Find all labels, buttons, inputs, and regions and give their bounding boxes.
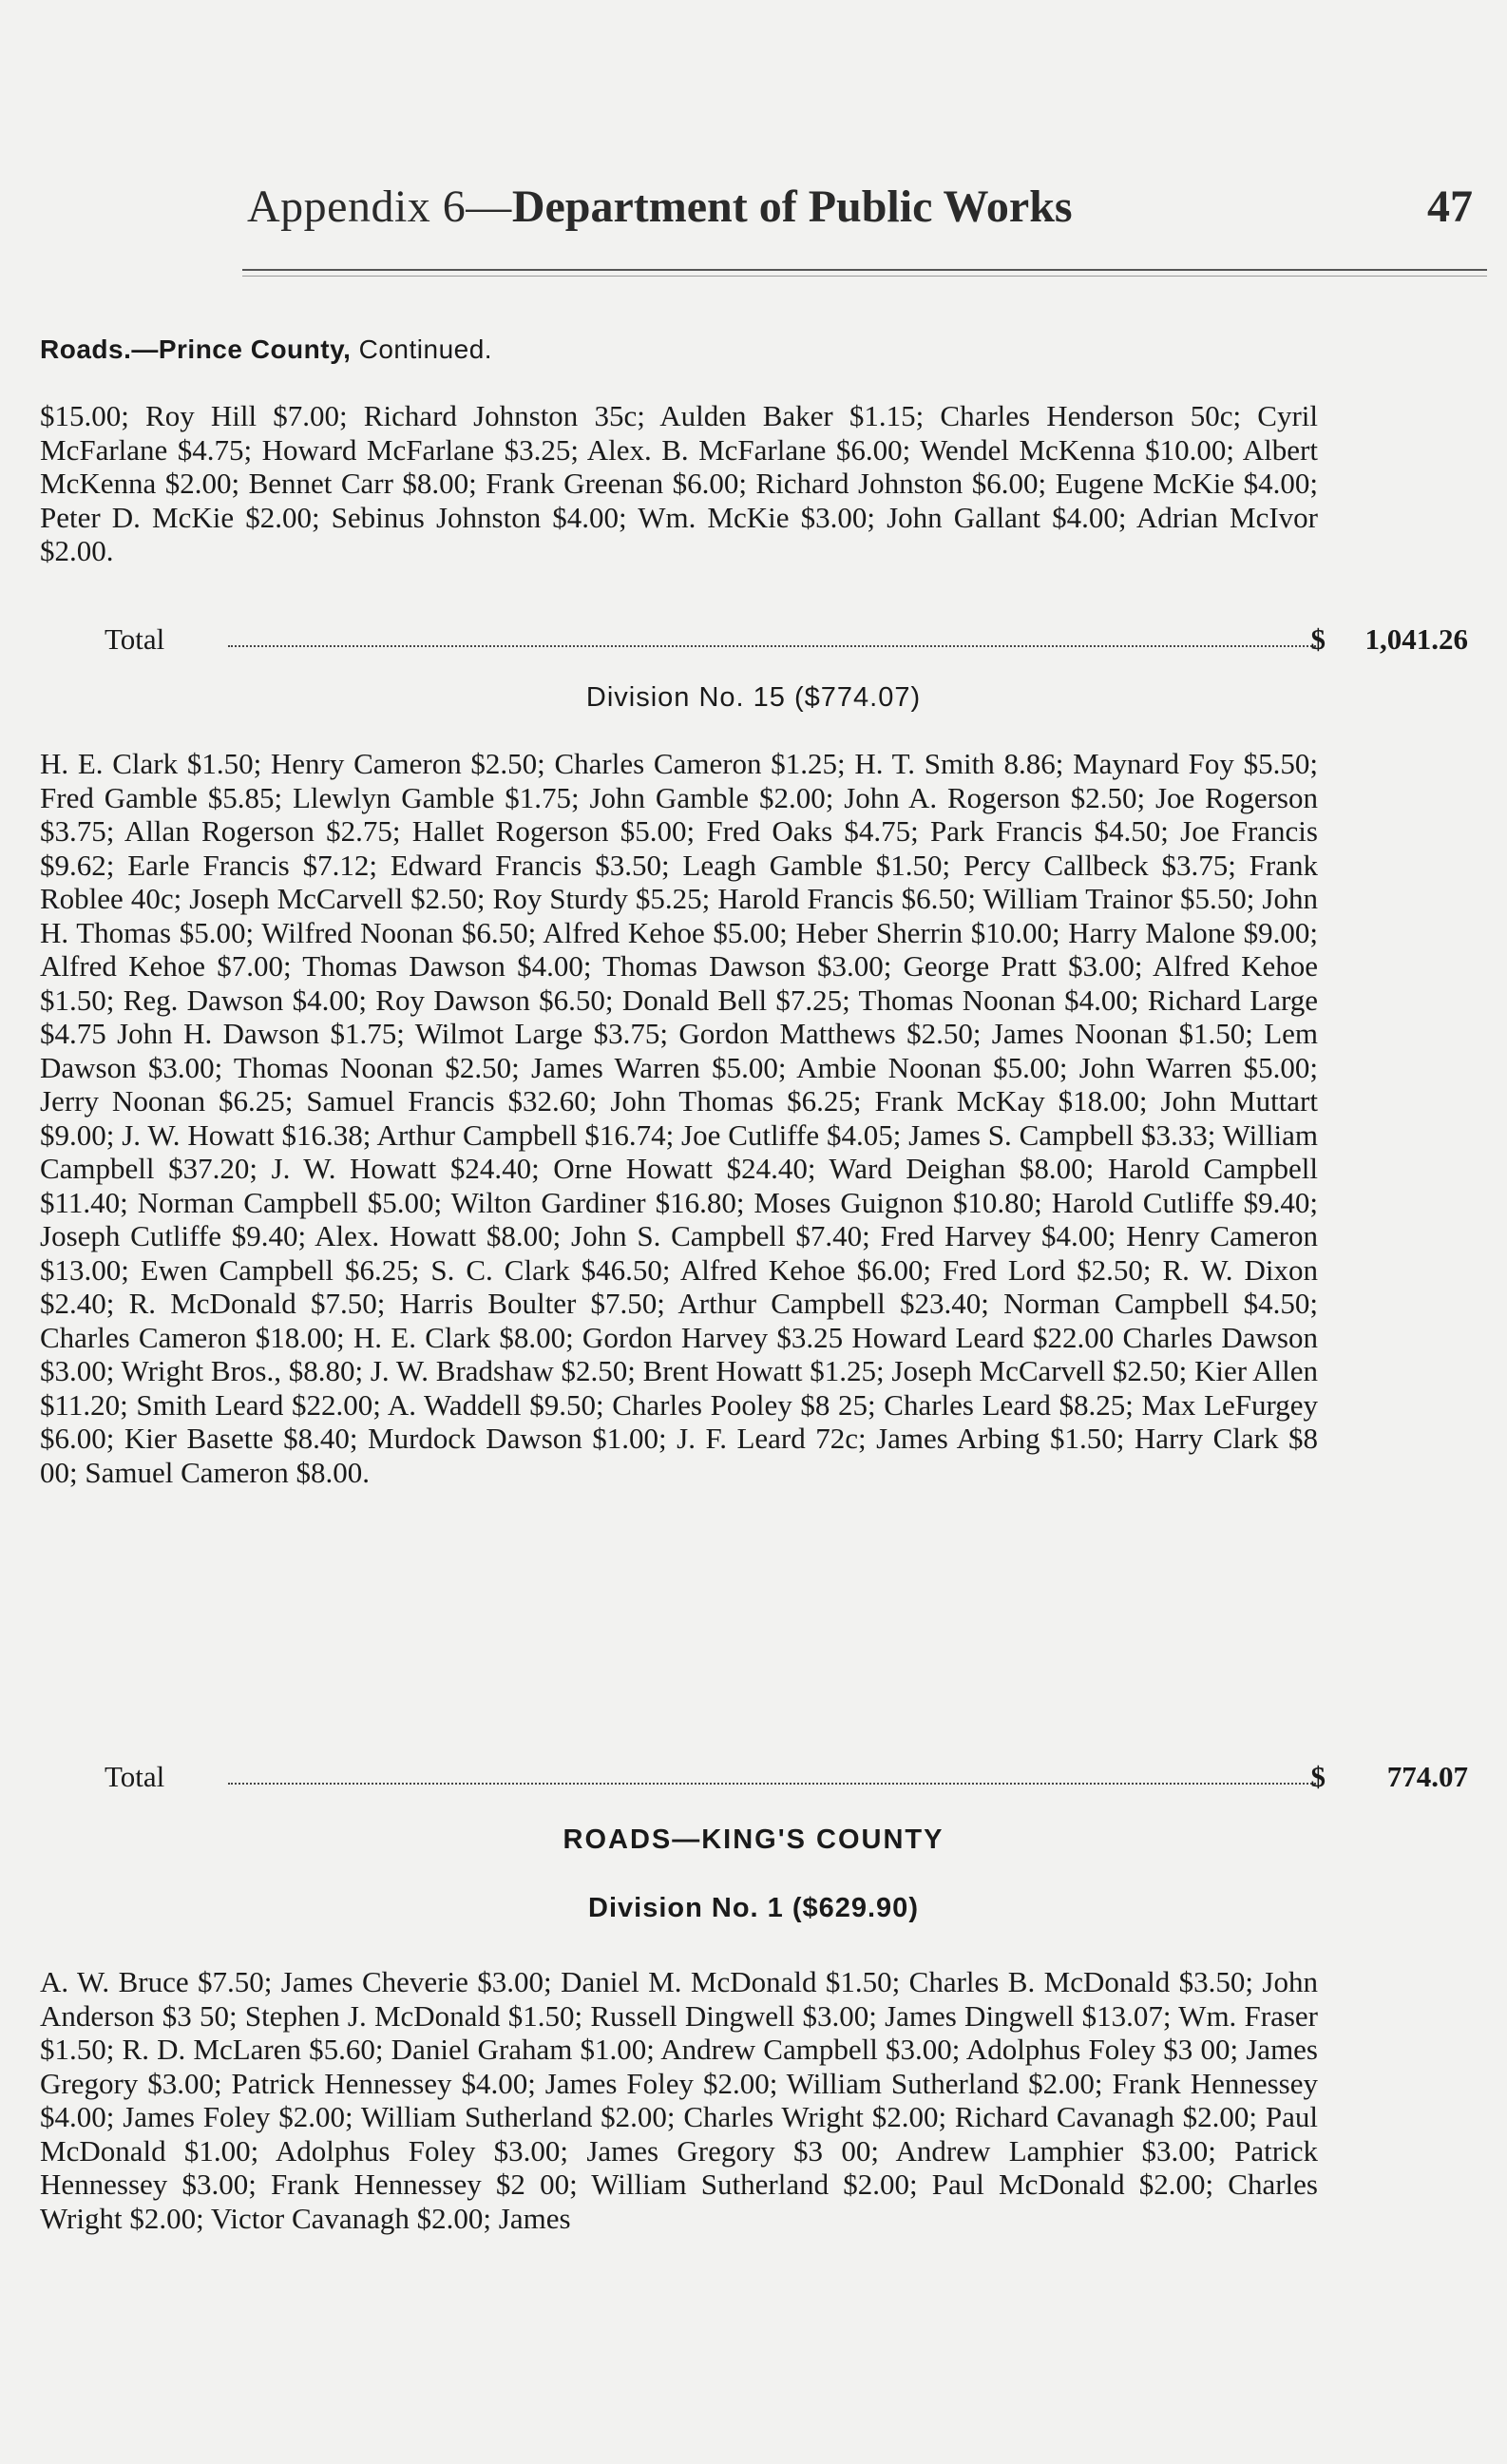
header-title-main: Department of Public Works	[511, 181, 1073, 232]
total-label: Total	[105, 1760, 165, 1793]
division-15-heading: Division No. 15 ($774.07)	[585, 682, 922, 713]
header-rule-thin	[242, 276, 1487, 277]
leader-dots	[228, 1783, 1316, 1785]
total-label: Total	[105, 622, 165, 656]
payment-list-kings-division-1: A. W. Bruce $7.50; James Cheverie $3.00; Daniel M. McDonald $1.50; Charles B. McDonald $3.50; John Anderson $3 50; Stephen J. McDonald $1.50; Russell Dingwell $3.00; James Dingwell $13.07; Wm. Fraser $1.50; R. D. McLaren $5.60; Daniel Graham $1.00; Andrew Campbell $3.00; Adolphus Foley $3 00; James Gregory $3.00; Patrick Hennessey $4.00; James Foley $2.00; William Sutherland $2.00; Frank Hennessey $4.00; James Foley $2.00; William Sutherland $2.00; Charles Wright $2.00; Richard Cavanagh $2.00; Paul McDonald $1.00; Adolphus Foley $3.00; James Gregory $3 00; Andrew Lamphier $3.00; Patrick Hennessey $3.00; Frank Hennessey $2 00; William Sutherland $2.00; Paul McDonald $2.00; Charles Wright $2.00; Victor Cavanagh $2.00; James	[40, 1965, 1318, 2235]
header-title-prefix: Appendix 6—	[247, 181, 512, 232]
division-1-heading: Division No. 1 ($629.90)	[588, 1893, 919, 1923]
total-currency: $	[1310, 622, 1326, 656]
total-amount: 1,041.26	[1364, 622, 1468, 656]
payment-list-prince-continued: $15.00; Roy Hill $7.00; Richard Johnston 35c; Aulden Baker $1.15; Charles Henderson 50c; Cyril McFarlane $4.75; Howard McFarlane $3.25; Alex. B. McFarlane $6.00; Wendel McKenna $10.00; Albert McKenna $2.00; Bennet Carr $8.00; Frank Greenan $6.00; Richard Johnston $6.00; Eugene McKie $4.00; Peter D. McKie $2.00; Sebinus Johnston $4.00; Wm. McKie $3.00; John Gallant $4.00; Adrian McIvor $2.00.	[40, 399, 1318, 567]
section-label	[40, 334, 492, 365]
header-rule	[242, 269, 1487, 271]
kings-county-heading: ROADS—KING'S COUNTY	[563, 1824, 944, 1855]
total-currency: $	[1310, 1760, 1326, 1793]
section-label-continued: Continued.	[358, 334, 493, 364]
page-header	[247, 179, 1473, 236]
total-row-prince	[105, 622, 1468, 657]
total-row-division-15	[105, 1760, 1468, 1794]
leader-dots	[228, 645, 1316, 647]
page-number: 47	[1427, 181, 1473, 232]
payment-list-division-15: H. E. Clark $1.50; Henry Cameron $2.50; Charles Cameron $1.25; H. T. Smith 8.86; Maynard Foy $5.50; Fred Gamble $5.85; Llewlyn Gamble $1.75; John Gamble $2.00; John A. Rogerson $2.50; Joe Rogerson $3.75; Allan Rogerson $2.75; Hallet Rogerson $5.00; Fred Oaks $4.75; Park Francis $4.50; Joe Francis $9.62; Earle Francis $7.12; Edward Francis $3.50; Leagh Gamble $1.50; Percy Callbeck $3.75; Frank Roblee 40c; Joseph McCarvell $2.50; Roy Sturdy $5.25; Harold Francis $6.50; William Trainor $5.50; John H. Thomas $5.00; Wilfred Noonan $6.50; Alfred Kehoe $5.00; Heber Sherrin $10.00; Harry Malone $9.00; Alfred Kehoe $7.00; Thomas Dawson $4.00; Thomas Dawson $3.00; George Pratt $3.00; Alfred Kehoe $1.50; Reg. Dawson $4.00; Roy Dawson $6.50; Donald Bell $7.25; Thomas Noonan $4.00; Richard Large $4.75 John H. Dawson $1.75; Wilmot Large $3.75; Gordon Matthews $2.50; James Noonan $1.50; Lem Dawson $3.00; Thomas Noonan $2.50; James Warren $5.00; Ambie Noonan $5.00; John Warren $5.00; Jerry Noonan $6.25; Samuel Francis $32.60; John Thomas $6.25; Frank McKay $18.00; John Muttart $9.00; J. W. Howatt $16.38; Arthur Campbell $16.74; Joe Cutliffe $4.05; James S. Campbell $3.33; William Campbell $37.20; J. W. Howatt $24.40; Orne Howatt $24.40; Ward Deighan $8.00; Harold Campbell $11.40; Norman Campbell $5.00; Wilton Gardiner $16.80; Moses Guignon $10.80; Harold Cutliffe $9.40; Joseph Cutliffe $9.40; Alex. Howatt $8.00; John S. Campbell $7.40; Fred Harvey $4.00; Henry Cameron $13.00; Ewen Campbell $6.25; S. C. Clark $46.50; Alfred Kehoe $6.00; Fred Lord $2.50; R. W. Dixon $2.40; R. McDonald $7.50; Harris Boulter $7.50; Arthur Campbell $23.40; Norman Campbell $4.50; Charles Cameron $18.00; H. E. Clark $8.00; Gordon Harvey $3.25 Howard Leard $22.00 Charles Dawson $3.00; Wright Bros., $8.80; J. W. Bradshaw $2.50; Brent Howatt $1.25; Joseph McCarvell $2.50; Kier Allen $11.20; Smith Leard $22.00; A. Waddell $9.50; Charles Pooley $8 25; Charles Leard $8.25; Max LeFurgey $6.00; Kier Basette $8.40; Murdock Dawson $1.00; J. F. Leard 72c; James Arbing $1.50; Harry Clark $8 00; Samuel Cameron $8.00.	[40, 747, 1318, 1489]
section-label-main: Roads.—Prince County,	[40, 334, 352, 364]
total-amount: 774.07	[1386, 1760, 1468, 1793]
